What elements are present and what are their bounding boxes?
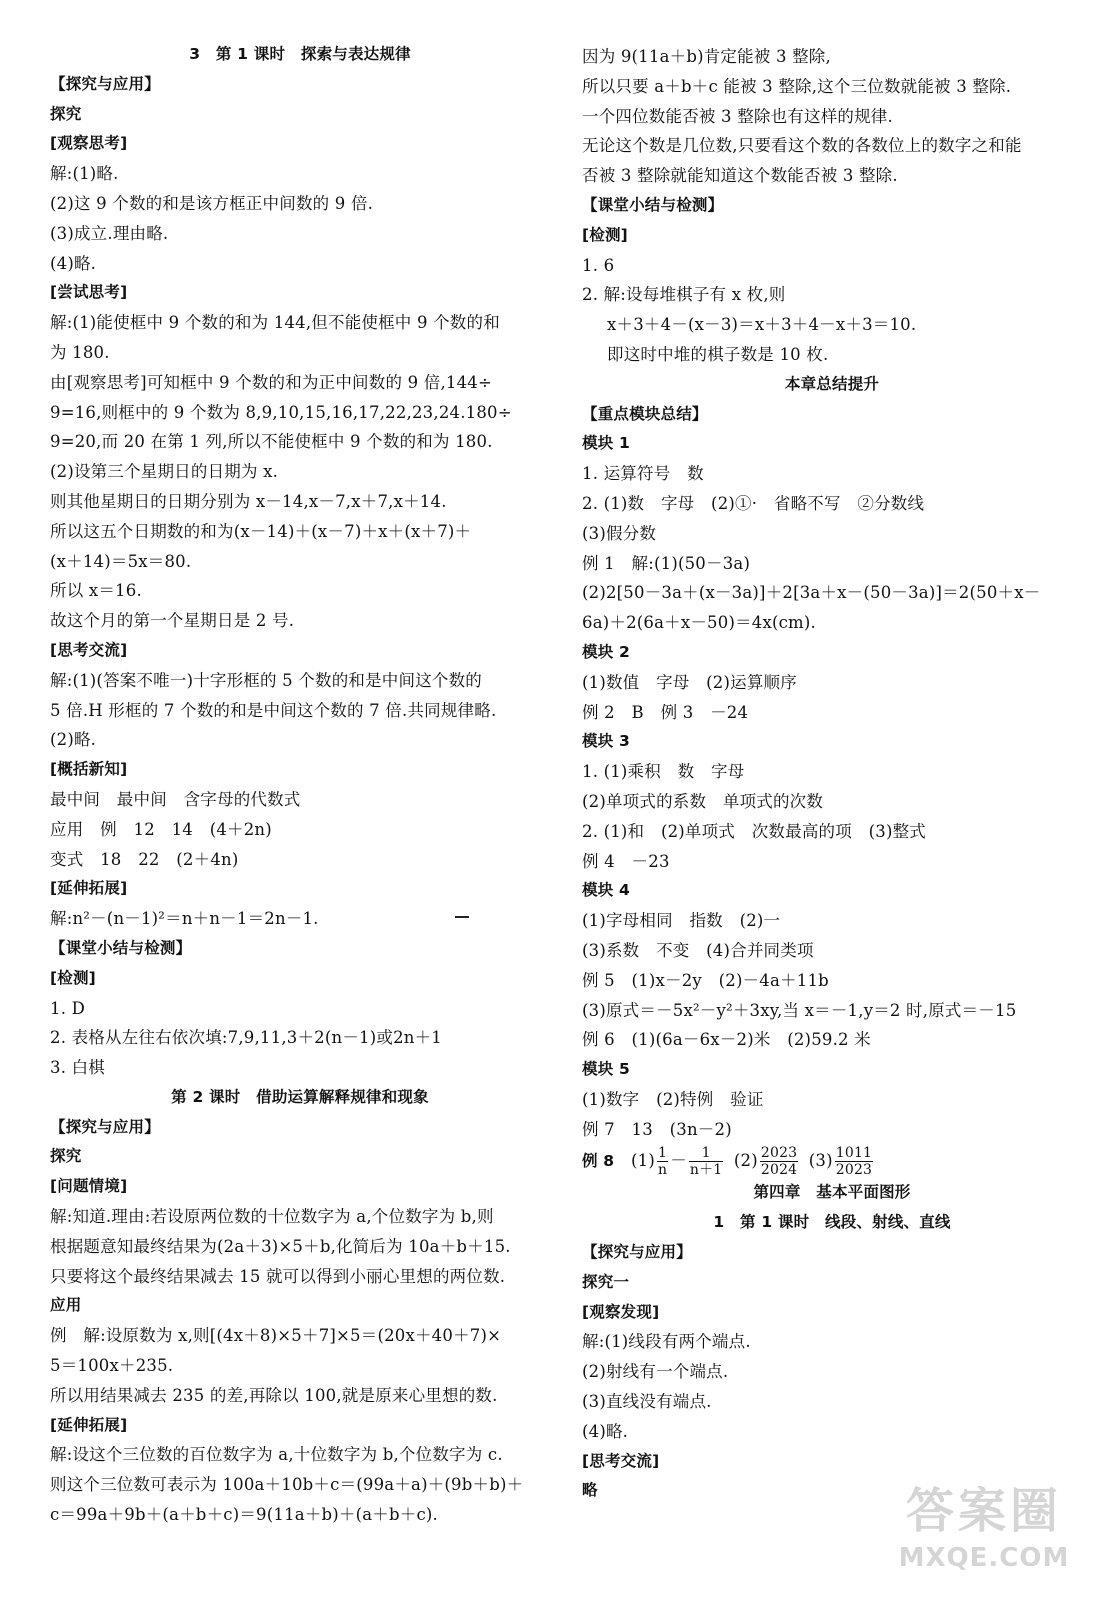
text-line: 为 180. [50, 342, 110, 362]
text-line: (2)略. [50, 730, 97, 750]
watermark-logo-text: 答案圈 [905, 1483, 1062, 1539]
text-line: (2)单项式的系数 单项式的次数 [582, 791, 824, 811]
denominator: 2024 [760, 1162, 798, 1179]
text-line: 2. 表格从左往右依次填:7,9,11,3＋2(n－1)或2n＋1 [50, 1028, 442, 1048]
denominator: n [657, 1162, 668, 1179]
text-line: 例 4 －23 [582, 851, 670, 871]
section-title: 3 第 1 课时 探索与表达规律 [189, 45, 411, 63]
text-line: 解:(1)能使框中 9 个数的和为 144,但不能使框中 9 个数的和 [50, 313, 500, 333]
text-line: 无论这个数是几位数,只要看这个数的各数位上的数字之和能 [582, 136, 1022, 156]
watermark-url: MXQE.COM [898, 1543, 1070, 1573]
numerator: 1 [689, 1145, 724, 1162]
fraction [835, 1145, 873, 1178]
text-line: 即这时中堆的棋子数是 10 枚. [607, 344, 829, 364]
text-line: 则这个三位数可表示为 100a＋10b＋c＝(99a＋a)＋(9b＋b)＋ [50, 1475, 524, 1495]
example-8-line [582, 1144, 1082, 1178]
section-heading: 模块 3 [582, 732, 630, 751]
section-heading: [概括新知] [50, 760, 128, 779]
text-line: 最中间 最中间 含字母的代数式 [50, 789, 301, 809]
text-line: 5＝100x＋235. [50, 1356, 174, 1376]
text-line: 例 6 (1)(6a－6x－2)米 (2)59.2 米 [582, 1030, 871, 1050]
section-heading: 【课堂小结与检测】 [50, 938, 192, 957]
example-label: 例 8 [582, 1152, 615, 1171]
stray-mark [455, 916, 469, 918]
numerator: 1011 [835, 1145, 873, 1162]
section-heading: 【重点模块总结】 [582, 404, 708, 423]
text-line: 解:(1)(答案不唯一)十字形框的 5 个数的和是中间这个数的 [50, 670, 482, 690]
text-line: 1. (1)乘积 数 字母 [582, 762, 745, 782]
section-heading: 模块 2 [582, 642, 630, 661]
part-label: (1) [630, 1151, 655, 1171]
section-title: 本章总结提升 [784, 374, 880, 393]
text-line: 由[观察思考]可知框中 9 个数的和为正中间数的 9 倍,144÷ [50, 372, 493, 392]
section-heading: 模块 1 [582, 434, 630, 453]
text-line: x＋3＋4－(x－3)＝x＋3＋4－x＋3＝10. [607, 315, 917, 335]
part-label: (3) [808, 1151, 833, 1171]
text-line: (4)略. [50, 253, 97, 273]
section-heading: 【探究与应用】 [50, 1117, 160, 1136]
denominator: 2023 [835, 1162, 873, 1179]
section-heading: [检测] [582, 225, 628, 244]
text-line: 变式 18 22 (2＋4n) [50, 849, 239, 869]
text-line: (1)数值 字母 (2)运算顺序 [582, 672, 797, 692]
text-line: 否被 3 整除就能知道这个数能否被 3 整除. [582, 166, 898, 186]
text-line: 则其他星期日的日期分别为 x－14,x－7,x＋7,x＋14. [50, 491, 447, 511]
operator: － [670, 1151, 687, 1171]
fraction [657, 1145, 668, 1178]
section-heading: 【探究与应用】 [582, 1243, 692, 1262]
right-column [582, 42, 1082, 1506]
text-line: c＝99a＋9b＋(a＋b＋c)＝9(11a＋b)＋(a＋b＋c). [50, 1505, 438, 1525]
section-heading: 探究 [50, 1147, 82, 1166]
text-line: 解:n²－(n－1)²＝n＋n－1＝2n－1. [50, 909, 319, 929]
text-line: 所以这五个日期数的和为(x－14)＋(x－7)＋x＋(x＋7)＋ [50, 521, 472, 541]
part-label: (2) [733, 1151, 758, 1171]
text-line: 例 5 (1)x－2y (2)－4a＋11b [582, 970, 829, 990]
text-line: (1)数字 (2)特例 验证 [582, 1089, 764, 1109]
text-line: 2. 解:设每堆棋子有 x 枚,则 [582, 285, 786, 305]
text-line: 6a)＋2(6a＋x－50)＝4x(cm). [582, 613, 816, 633]
section-heading: [检测] [50, 968, 96, 987]
section-heading: [延伸拓展] [50, 1415, 128, 1434]
section-title: 1 第 1 课时 线段、射线、直线 [713, 1213, 951, 1232]
text-line: 根据题意知最终结果为(2a＋3)×5＋b,化简后为 10a＋b＋15. [50, 1236, 511, 1256]
text-line: 解:(1)略. [50, 164, 119, 184]
section-title: 第 2 课时 借助运算解释规律和现象 [171, 1087, 429, 1106]
fraction [760, 1145, 798, 1178]
text-line: 故这个月的第一个星期日是 2 号. [50, 611, 295, 631]
section-heading: 【探究与应用】 [50, 74, 160, 93]
text-line: 解:设这个三位数的百位数字为 a,十位数字为 b,个位数字为 c. [50, 1445, 503, 1465]
section-heading: [观察发现] [582, 1302, 660, 1321]
text-line: 2. (1)数 字母 (2)①· 省略不写 ②分数线 [582, 493, 925, 513]
section-heading: 模块 4 [582, 881, 630, 900]
text-line: 所以 x＝16. [50, 581, 142, 601]
text-line: 5 倍.H 形框的 7 个数的和是中间这个数的 7 倍.共同规律略. [50, 700, 497, 720]
text-line: 解:知道.理由:若设原两位数的十位数字为 a,个位数字为 b,则 [50, 1207, 494, 1227]
text-line: 1. D [50, 998, 86, 1018]
fraction [689, 1145, 724, 1178]
section-heading: 应用 [50, 1296, 82, 1315]
section-heading: [思考交流] [582, 1451, 660, 1470]
numerator: 1 [658, 1145, 668, 1162]
section-heading: 模块 5 [582, 1060, 630, 1079]
text-line: 应用 例 12 14 (4＋2n) [50, 819, 272, 839]
text-line: (1)字母相同 指数 (2)一 [582, 911, 781, 931]
text-line: 1. 6 [582, 255, 615, 275]
text-line: 所以用结果减去 235 的差,再除以 100,就是原来心里想的数. [50, 1385, 498, 1405]
text-line: 9=16,则框中的 9 个数为 8,9,10,15,16,17,22,23,24.180÷ [50, 402, 512, 422]
text-line: 解:(1)线段有两个端点. [582, 1332, 751, 1352]
text-line: (3)直线没有端点. [582, 1392, 712, 1412]
text-line: (2)射线有一个端点. [582, 1362, 729, 1382]
text-line: 例 1 解:(1)(50－3a) [582, 553, 751, 573]
numerator: 2023 [760, 1145, 798, 1162]
section-title: 第四章 基本平面图形 [753, 1183, 911, 1202]
text-line: 例 2 B 例 3 －24 [582, 702, 749, 722]
text-line: (2)设第三个星期日的日期为 x. [50, 462, 279, 482]
text-line: 9=20,而 20 在第 1 列,所以不能使框中 9 个数的和为 180. [50, 432, 493, 452]
section-heading: [延伸拓展] [50, 879, 128, 898]
text-line: (2)这 9 个数的和是该方框正中间数的 9 倍. [50, 193, 374, 213]
text-line: 只要将这个最终结果减去 15 就可以得到小丽心里想的两位数. [50, 1266, 506, 1286]
text-line: 一个四位数能否被 3 整除也有这样的规律. [582, 106, 893, 126]
section-heading: 探究一 [582, 1272, 630, 1291]
section-heading: [观察思考] [50, 134, 128, 153]
text-line: (3)原式＝－5x²－y²＋3xy,当 x＝－1,y＝2 时,原式＝－15 [582, 1000, 1017, 1020]
section-heading: [问题情境] [50, 1177, 128, 1196]
denominator: n＋1 [689, 1162, 723, 1179]
left-column [50, 40, 550, 1530]
text-line: 因为 9(11a＋b)肯定能被 3 整除, [582, 47, 831, 66]
text-line: (2)2[50－3a＋(x－3a)]＋2[3a＋x－(50－3a)]＝2(50＋x－ [582, 583, 1041, 603]
site-watermark [889, 1481, 1079, 1591]
section-heading: 探究 [50, 104, 82, 123]
text-line: 例 解:设原数为 x,则[(4x＋8)×5＋7]×5＝(20x＋40＋7)× [50, 1326, 502, 1346]
text-line: 所以只要 a＋b＋c 能被 3 整除,这个三位数就能被 3 整除. [582, 76, 1012, 96]
section-heading: 【课堂小结与检测】 [582, 195, 724, 214]
text-line: (3)假分数 [582, 523, 657, 543]
section-heading: [尝试思考] [50, 283, 128, 302]
text-line: (4)略. [582, 1421, 629, 1441]
text-line: 3. 白棋 [50, 1058, 105, 1078]
text-line: 例 7 13 (3n－2) [582, 1119, 732, 1139]
text-line: 2. (1)和 (2)单项式 次数最高的项 (3)整式 [582, 821, 927, 841]
text-line: 1. 运算符号 数 [582, 464, 704, 484]
section-heading: [思考交流] [50, 640, 128, 659]
text-line: (x＋14)＝5x＝80. [50, 551, 192, 571]
text-line: (3)成立.理由略. [50, 223, 169, 243]
text-line: (3)系数 不变 (4)合并同类项 [582, 940, 814, 960]
section-heading: 略 [582, 1481, 598, 1500]
